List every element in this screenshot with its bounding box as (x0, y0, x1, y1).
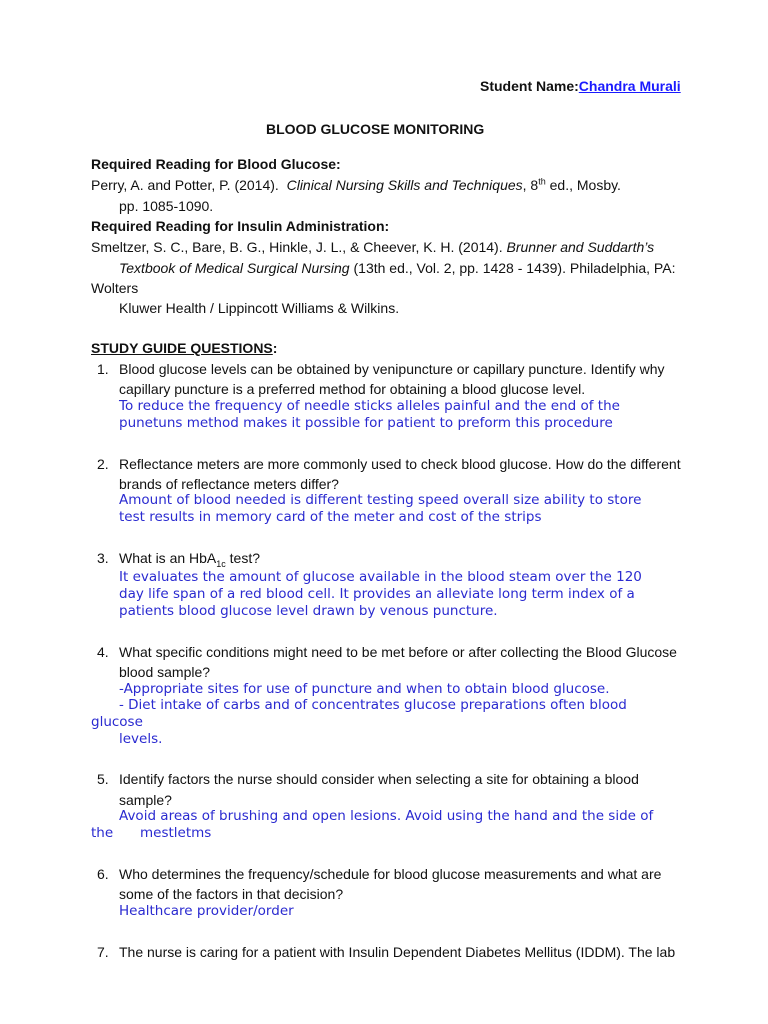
reading-insulin-wolters: Wolters (91, 280, 139, 296)
question-text-line: some of the factors in that decision? (119, 886, 344, 902)
question-text-line: What specific conditions might need to be met before or after collecting the Blood Glucose (119, 644, 677, 660)
question-text-line: blood sample? (119, 664, 211, 680)
reading-insulin-heading: Required Reading for Insulin Administration: (91, 218, 390, 234)
study-guide-colon: : (272, 340, 278, 356)
question-text: test? (225, 550, 261, 566)
answer-text-prefix: the (91, 825, 114, 841)
question-number: 5. (97, 771, 109, 787)
student-name-link[interactable]: Chandra Murali (578, 78, 681, 94)
question-text-line (119, 548, 260, 568)
question-number: 4. (97, 644, 109, 660)
student-name-label: Student Name: (480, 78, 579, 94)
answer-text-line: -Appropriate sites for use of puncture and when to obtain blood glucose. (119, 681, 610, 697)
answer-text-line: punetuns method makes it possible for patient to preform this procedure (119, 415, 613, 431)
answer-text-line: Avoid areas of brushing and open lesions. Avoid using the hand and the side of (119, 808, 654, 824)
question-text-line: Blood glucose levels can be obtained by venipuncture or capillary puncture. Identify why (119, 361, 665, 377)
answer-text-line: To reduce the frequency of needle sticks alleles painful and the end of the (119, 398, 620, 414)
answer-text-line: day life span of a red blood cell. It provides an alleviate long term index of a (119, 586, 635, 602)
citation-publisher: ed., Mosby. (545, 177, 621, 193)
student-name-line (480, 76, 681, 96)
document-title: BLOOD GLUCOSE MONITORING (266, 121, 485, 137)
question-number: 7. (97, 944, 109, 960)
question-number: 2. (97, 456, 109, 472)
question-text-line: Who determines the frequency/schedule for blood glucose measurements and what are (119, 866, 662, 882)
citation-authors: Perry, A. and Potter, P. (2014). (91, 177, 279, 193)
study-guide-heading-text: STUDY GUIDE QUESTIONS (91, 340, 273, 356)
answer-text-line: test results in memory card of the meter and cost of the strips (119, 509, 542, 525)
answer-text-line: Amount of blood needed is different testing speed overall size ability to store (119, 492, 642, 508)
citation-authors: Smeltzer, S. C., Bare, B. G., Hinkle, J. L., & Cheever, K. H. (2014). (91, 239, 503, 255)
reading-insulin-citation-line1 (91, 237, 654, 257)
citation-title-part1: Brunner and Suddarth’s (506, 239, 655, 255)
answer-text-line: mestletms (140, 825, 212, 841)
question-number: 1. (97, 361, 109, 377)
answer-text-line: It evaluates the amount of glucose available in the blood steam over the 120 (119, 569, 642, 585)
question-text-line: capillary puncture is a preferred method for obtaining a blood glucose level. (119, 381, 586, 397)
citation-title: Clinical Nursing Skills and Techniques (286, 177, 523, 193)
citation-edition: , 8 (522, 177, 539, 193)
study-guide-heading (91, 338, 277, 358)
question-number: 3. (97, 550, 109, 566)
question-text-line: brands of reflectance meters differ? (119, 476, 339, 492)
answer-text-line: patients blood glucose level drawn by venous puncture. (119, 603, 498, 619)
question-text-line: sample? (119, 792, 172, 808)
citation-edition-sup: th (538, 176, 546, 187)
question-text-line: Identify factors the nurse should consider when selecting a site for obtaining a blood (119, 771, 639, 787)
question-text: What is an HbA (119, 550, 217, 566)
reading-glucose-pages: pp. 1085-1090. (119, 198, 214, 214)
citation-details: (13th ed., Vol. 2, pp. 1428 - 1439). Philadelphia, PA: (353, 260, 676, 276)
question-text-line: The nurse is caring for a patient with Insulin Dependent Diabetes Mellitus (IDDM). The lab (119, 944, 676, 960)
answer-text-line: levels. (119, 731, 163, 747)
reading-insulin-publisher: Kluwer Health / Lippincott Williams & Wilkins. (119, 300, 400, 316)
reading-insulin-citation-line2 (119, 258, 675, 278)
reading-glucose-citation (91, 175, 621, 195)
answer-text-line: glucose (91, 714, 143, 730)
answer-text-line: Healthcare provider/order (119, 903, 294, 919)
question-subscript: 1c (216, 558, 226, 569)
question-number: 6. (97, 866, 109, 882)
question-text-line: Reflectance meters are more commonly used to check blood glucose. How do the different (119, 456, 681, 472)
reading-glucose-heading: Required Reading for Blood Glucose: (91, 156, 341, 172)
answer-text-line: - Diet intake of carbs and of concentrates glucose preparations often blood (119, 697, 627, 713)
citation-title-part2: Textbook of Medical Surgical Nursing (119, 260, 350, 276)
